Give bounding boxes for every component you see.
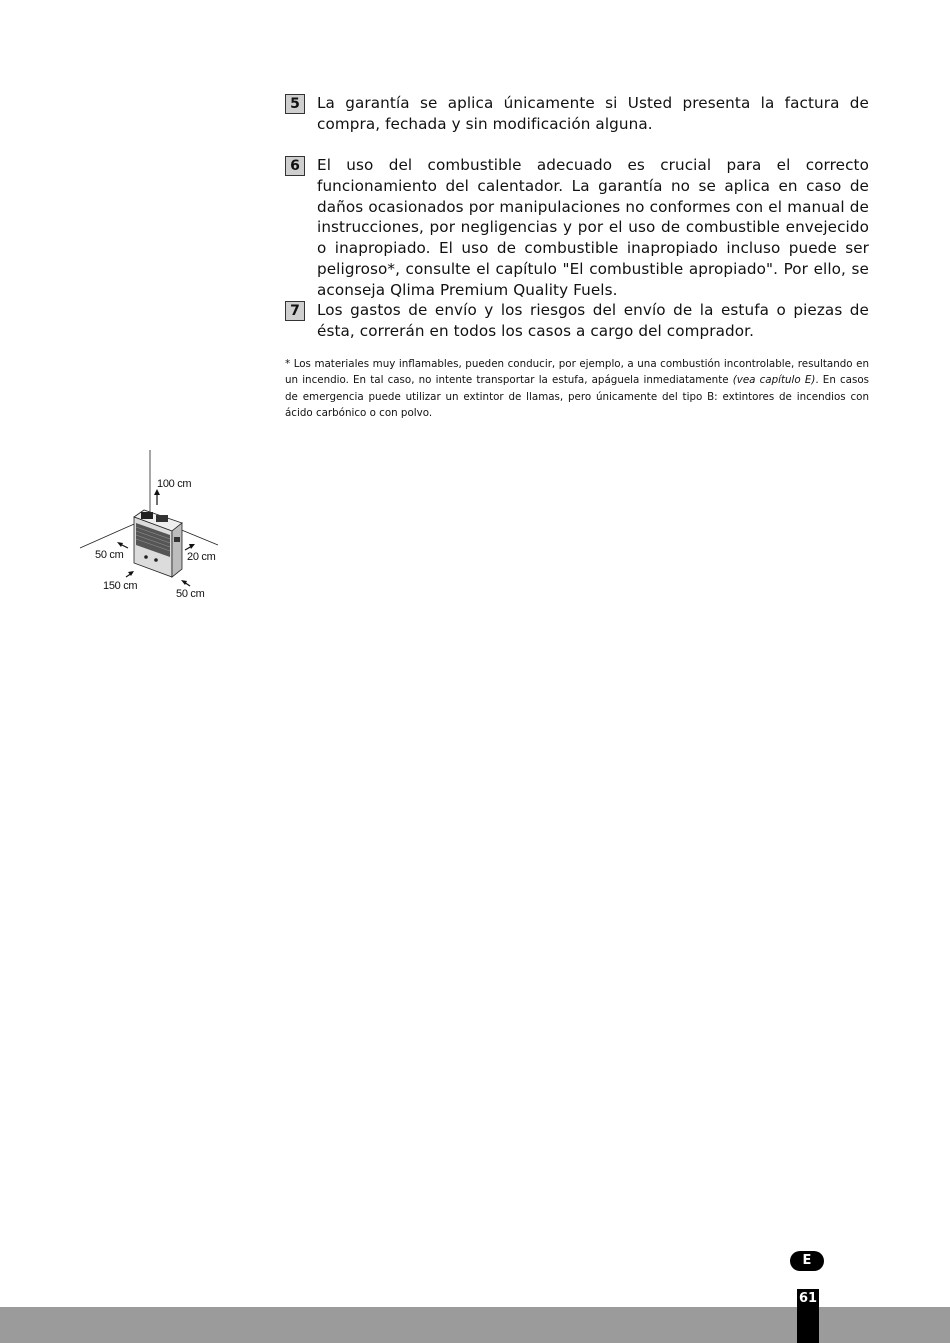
- label-top-clearance: 100 cm: [157, 478, 192, 490]
- item-text: Los gastos de envío y los riesgos del envío de la estufa o piezas de ésta, correrán en todos los casos a cargo del comprador.: [317, 301, 869, 340]
- clearance-illustration: [70, 445, 230, 610]
- language-badge: E: [790, 1251, 824, 1271]
- heater-icon: [134, 510, 182, 577]
- footnote: [285, 356, 869, 422]
- label-right-clearance: 20 cm: [187, 551, 216, 563]
- warranty-item-6: [285, 155, 869, 301]
- heater-clearance-diagram: [70, 445, 230, 610]
- item-number-box: 6: [285, 156, 305, 176]
- item-number-box: 7: [285, 301, 305, 321]
- label-front-clearance: 150 cm: [103, 580, 138, 592]
- label-left-clearance: 50 cm: [95, 549, 124, 561]
- warranty-item-5: [285, 93, 869, 135]
- item-text: La garantía se aplica únicamente si Usted presenta la factura de compra, fechada y sin modificación alguna.: [317, 94, 869, 133]
- item-number-box: 5: [285, 94, 305, 114]
- item-text: El uso del combustible adecuado es crucial para el correcto funcionamiento del calentador. La garantía no se aplica en caso de daños ocasionados por manipulaciones no conformes con el manual de instrucciones, por negligencias y por el uso de combustible envejecido o inapropiado. El uso de combustible inapropiado incluso puede ser peligroso*, consulte el capítulo "El combustible apropiado". Por ello, se aconseja Qlima Premium Quality Fuels.: [317, 156, 869, 299]
- footnote-reference: (vea capítulo E): [732, 374, 816, 387]
- page-number: 61: [798, 1291, 818, 1306]
- warranty-item-7: [285, 300, 869, 342]
- footnote-text-end: . En casos de emergencia puede utilizar un extintor de llamas, pero únicamente del tipo B: extintores de incendios con ácido carbónico o con polvo.: [285, 374, 869, 420]
- label-front-right-clearance: 50 cm: [176, 588, 205, 600]
- footnote-text: * Los materiales muy inflamables, pueden conducir, por ejemplo, a una combustión incontrolable, resultando en un incendio. En tal caso, no intente transportar la estufa, apáguela inmediatamente: [285, 358, 869, 387]
